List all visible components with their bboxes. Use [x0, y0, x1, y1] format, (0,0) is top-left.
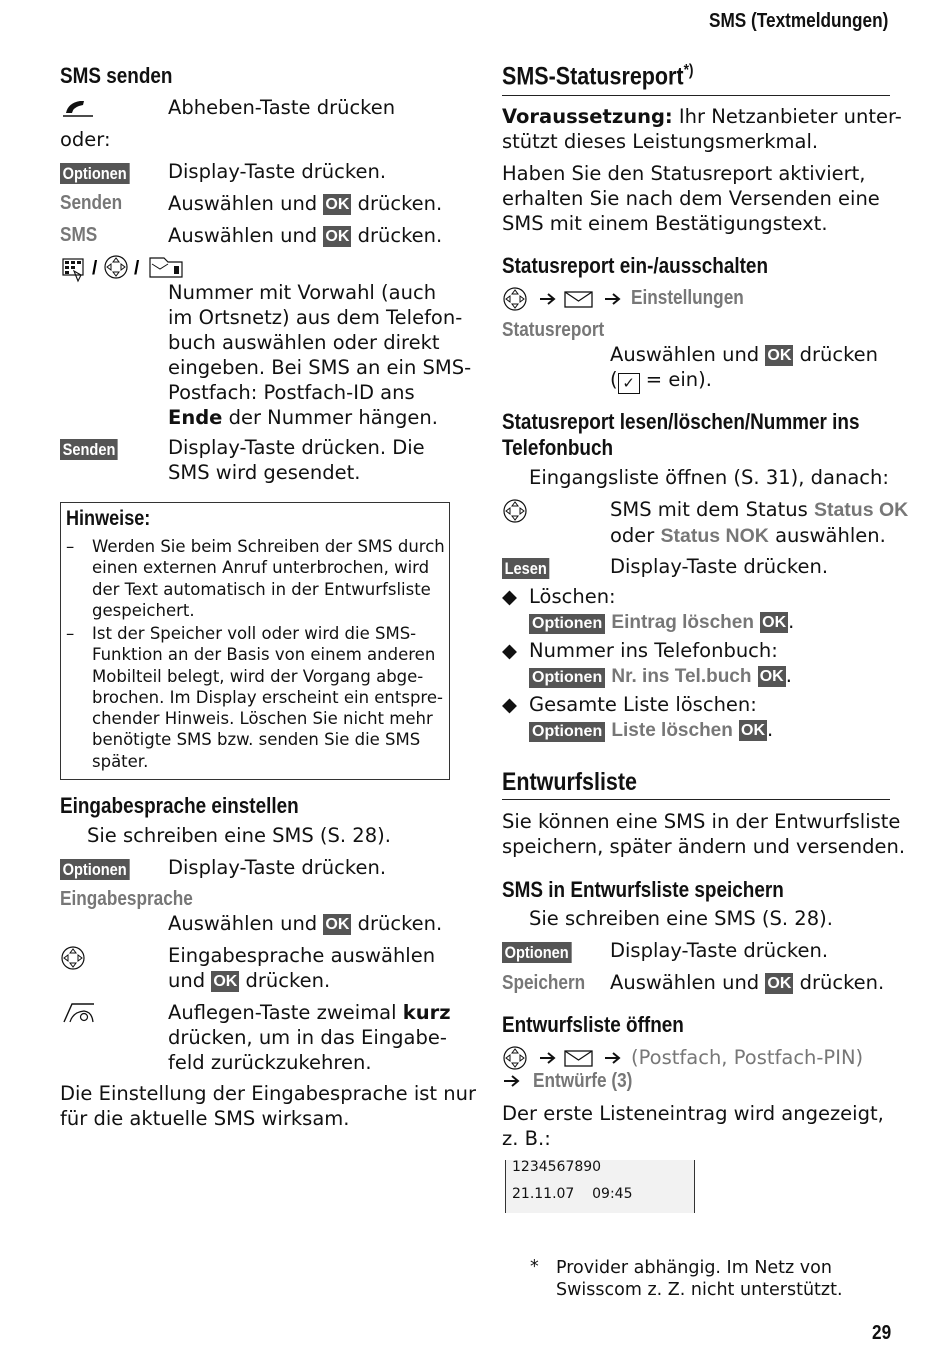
display-taste-text: Display-Taste drücken. [610, 939, 829, 962]
arrow-right-icon [502, 1071, 528, 1091]
menu-item-einstellungen[interactable]: Einstellungen [631, 287, 744, 309]
title-underline [502, 95, 890, 96]
svg-text:/: / [92, 258, 98, 279]
ok-key[interactable]: OK [741, 722, 766, 739]
menu-item-eintrag-loeschen[interactable]: Eintrag löschen [611, 612, 754, 633]
running-header: SMS (Textmeldungen) [709, 10, 889, 32]
nav-instruction: Eingabesprache auswählen und OK drücken. [168, 944, 436, 992]
hinweise-title: Hinweise: [66, 507, 151, 530]
optionen-softkey[interactable]: Optionen [529, 722, 605, 742]
footnote-text: Provider abhängig. Im Netz von Swisscom z. Z. nicht unterstützt. [556, 1258, 843, 1300]
arrow-right-icon [540, 294, 554, 304]
page-number: 29 [872, 1322, 892, 1344]
hinweis-dash-1: – [66, 537, 75, 556]
nav-key-icon [105, 256, 127, 278]
hinweis-item-2: Ist der Speicher voll oder wird die SMS- Funktion an der Basis von einem anderen Mobilteil belegt, wird der Vorgang abge- brochen. Im Display erscheint ein entspre- chender Hinweis. Löschen Sie nicht mehr benötigte SMS bzw. senden Sie die SMS später. [92, 624, 443, 771]
display-date: 21.11.07 09:45 [512, 1186, 633, 1202]
envelope-icon [565, 1051, 592, 1066]
abheben-text: Abheben-Taste drücken [168, 96, 396, 119]
ok-key[interactable]: OK [767, 347, 792, 364]
optionen-softkey[interactable]: Optionen [502, 942, 571, 963]
envelope-icon [565, 292, 592, 307]
statusreport-instruction: Auswählen und OK drücken ( ✓ = ein). [610, 343, 879, 392]
section-title-statusreport: SMS-Statusreport*) [502, 62, 694, 91]
menu-item-eingabesprache[interactable]: Eingabesprache [60, 888, 193, 910]
lesen-softkey[interactable]: Lesen [502, 558, 549, 579]
menu-item-nr-ins-telbuch[interactable]: Nr. ins Tel.buch [611, 666, 752, 687]
section-title-eingabesprache: Eingabesprache einstellen [60, 793, 299, 818]
entwurfsliste-paragraph: Sie können eine SMS in der Entwurfsliste speichern, später ändern und versenden. [502, 810, 906, 858]
subtitle-entwurfsliste-oeffnen: Entwurfsliste öffnen [502, 1012, 684, 1037]
handset-on-icon [60, 1002, 98, 1026]
eingangsliste-text: Eingangsliste öffnen (S. 31), danach: [529, 466, 889, 489]
display-taste-text: Display-Taste drücken. [168, 856, 387, 879]
optionen-softkey[interactable]: Optionen [529, 668, 605, 688]
optionen-softkey[interactable]: Optionen [529, 614, 605, 634]
arrow-right-icon [605, 1053, 619, 1063]
menu-path-icons [502, 287, 632, 313]
bullet-diamond-icon: ◆ [502, 585, 517, 608]
arrow-right-icon [605, 294, 619, 304]
nav-key-icon [60, 945, 88, 973]
hinweis-item-1: Werden Sie beim Schreiben der SMS durch einen externen Anruf unterbrochen, wird der Text automatisch in der Entwurfsliste gespeichert. [92, 537, 445, 620]
optionen-softkey[interactable]: Optionen [60, 859, 129, 880]
instruction-senden: Auswählen und OK drücken. [168, 192, 443, 215]
instruction-speichern: Auswählen und OK drücken. [610, 971, 885, 994]
erste-eintrag-text: Der erste Listeneintrag wird angezeigt, z. B.: [502, 1102, 884, 1150]
nav-key-icon [504, 288, 526, 310]
ok-key[interactable]: OK [213, 973, 238, 990]
title-underline [502, 799, 890, 800]
ok-key[interactable]: OK [759, 668, 784, 685]
menu-item-sms[interactable]: SMS [60, 224, 98, 246]
menu-item-senden[interactable]: Senden [60, 192, 123, 214]
instruction-sms: Auswählen und OK drücken. [168, 224, 443, 247]
menu-path-icons [502, 1046, 632, 1072]
menu-item-statusreport[interactable]: Statusreport [502, 319, 605, 341]
section-title-sms-senden: SMS senden [60, 63, 173, 88]
keypad-icon [63, 259, 83, 281]
display-taste-text: Display-Taste drücken. [610, 555, 829, 578]
oder-text: oder: [60, 128, 111, 151]
sms-list-icon [150, 258, 182, 277]
status-select-text: SMS mit dem Status Status OK oder Status NOK auswählen. [610, 498, 909, 547]
menu-item-speichern[interactable]: Speichern [502, 972, 586, 994]
svg-text:/: / [134, 258, 140, 279]
display-number[interactable]: 1234567890 [512, 1159, 602, 1175]
senden-softkey[interactable]: Senden [60, 439, 118, 460]
senden-description: Display-Taste drücken. Die SMS wird gesendet. [168, 436, 425, 484]
subtitle-entwurfsliste-speichern: SMS in Entwurfsliste speichern [502, 877, 784, 902]
ok-key[interactable]: OK [325, 196, 350, 213]
voraussetzung-text: Voraussetzung: Ihr Netzanbieter unter- stützt dieses Leistungsmerkmal. [502, 105, 902, 153]
hinweis-dash-2: – [66, 624, 75, 643]
ok-key[interactable]: OK [762, 614, 787, 631]
instruction-eingabesprache: Auswählen und OK drücken. [168, 912, 443, 935]
display-taste-text: Display-Taste drücken. [168, 160, 387, 183]
ok-key[interactable]: OK [325, 916, 350, 933]
subtitle-statusreport-lesen: Statusreport lesen/löschen/Nummer ins Telefonbuch [502, 409, 860, 460]
menu-item-entwuerfe[interactable]: Entwürfe (3) [533, 1070, 633, 1092]
nummer-description: Nummer mit Vorwahl (auch im Ortsnetz) aus dem Telefon- buch auswählen oder direkt eingeben. Bei SMS an ein SMS- Postfach: Postfach-ID ans Ende der Nummer hängen. [168, 281, 472, 429]
checkbox-icon: ✓ [618, 373, 640, 394]
arrow-right-icon [540, 1053, 554, 1063]
section-title-entwurfsliste: Entwurfsliste [502, 768, 638, 796]
eingabesprache-intro: Sie schreiben eine SMS (S. 28). [87, 824, 391, 847]
subtitle-statusreport-ein-aus: Statusreport ein-/ausschalten [502, 253, 769, 278]
ok-key[interactable]: OK [767, 975, 792, 992]
eingabesprache-outro: Die Einstellung der Eingabesprache ist nur für die aktuelle SMS wirksam. [60, 1082, 476, 1130]
auflegen-instruction: Auflegen-Taste zweimal kurz drücken, um in das Eingabe- feld zurückzukehren. [168, 1001, 451, 1074]
optionen-softkey[interactable]: Optionen [60, 163, 129, 184]
ok-key[interactable]: OK [325, 228, 350, 245]
bullet-diamond-icon: ◆ [502, 693, 517, 716]
entwurfsliste-intro: Sie schreiben eine SMS (S. 28). [529, 907, 833, 930]
footnote-marker: * [530, 1257, 539, 1277]
path-postfach: (Postfach, Postfach-PIN) [631, 1046, 864, 1069]
nav-key-icon [502, 498, 530, 526]
bullet-diamond-icon: ◆ [502, 639, 517, 662]
menu-item-liste-loeschen[interactable]: Liste löschen [611, 720, 733, 741]
handset-off-icon [60, 97, 96, 119]
nav-key-icon [504, 1047, 526, 1069]
statusreport-paragraph: Haben Sie den Statusreport aktiviert, erhalten Sie nach dem Versenden eine SMS mit einem Bestätigungstext. [502, 162, 880, 235]
